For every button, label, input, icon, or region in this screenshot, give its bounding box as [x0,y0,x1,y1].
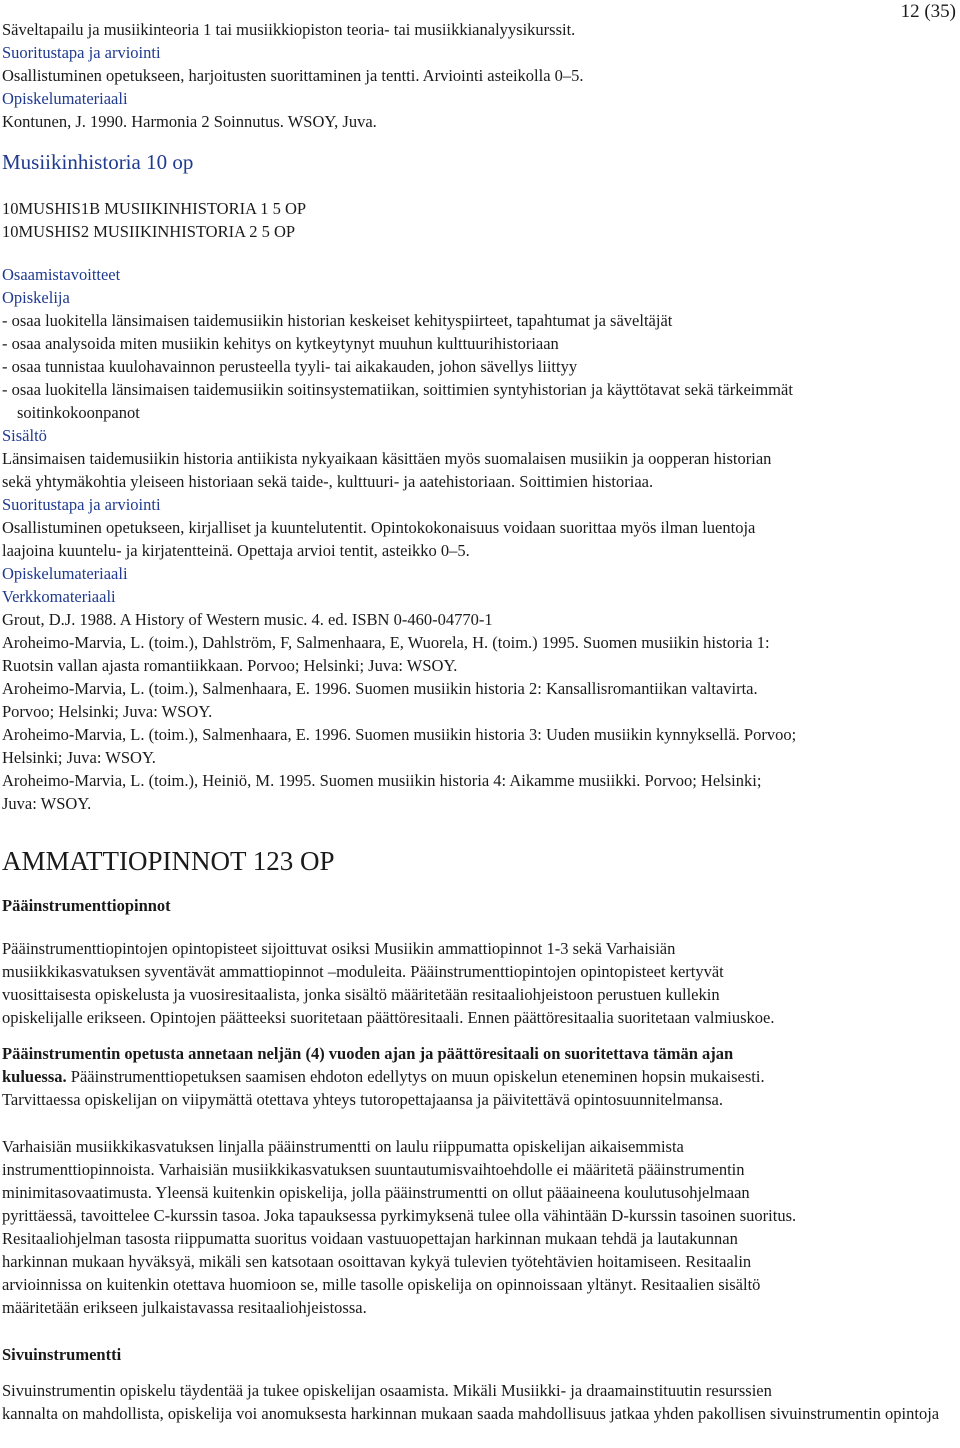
paragraph-line: Resitaaliohjelman tasosta riippumatta suoritus voidaan vastuuopettajan harkinnan mukaan tehdä ja lautakunnan [2,1229,738,1248]
course-code: 10MUSHIS2 MUSIIKINHISTORIA 2 5 OP [2,222,296,241]
main-instrument-heading: Pääinstrumenttiopinnot [2,896,171,915]
paragraph-line: Tarvittaessa opiskelijan on viipymättä otettava yhteys tutoropettajaansa ja päivitettävä opintosuunnitelmansa. [2,1090,723,1109]
paragraph-line: instrumenttiopinnoista. Varhaisiän musiikkikasvatuksen suuntautumisvaihtoehdolle ei määritetä pääinstrumentin [2,1160,745,1179]
page-content [2,18,958,1425]
objectives-heading: Osaamistavoitteet [2,265,121,284]
page-number: 12 (35) [900,1,956,22]
objective-item: - osaa tunnistaa kuulohavainnon perusteella tyyli- tai aikakauden, johon sävellys liittyy [2,357,578,376]
content-line: sekä yhtymäkohtia yleiseen historiaan sekä taide-, kulttuuri- ja aatehistoriaan. Soittimien historiaa. [2,472,654,491]
prev-assessment-heading: Suoritustapa ja arviointi [2,43,161,62]
assessment-line: laajoina kuuntelu- ja kirjatentteinä. Opettaja arvioi tentit, asteikko 0–5. [2,541,470,560]
reference-line: Aroheimo-Marvia, L. (toim.), Heiniö, M. 1995. Suomen musiikin historia 4: Aikamme musiikki. Porvoo; Helsinki; [2,771,762,790]
reference-line: Juva: WSOY. [2,794,92,813]
content-line: Länsimaisen taidemusiikin historia antiikista nykyaikaan käsittäen myös suomalaisen musiikin ja oopperan historian [2,449,772,468]
objective-item: - osaa luokitella länsimaisen taidemusiikin historian keskeiset kehityspiirteet, tapahtumat ja säveltäjät [2,311,673,330]
paragraph-line: määritetään erikseen julkaistavassa resitaaliohjeistossa. [2,1298,367,1317]
paragraph-line: opiskelijalle erikseen. Opintojen päätteeksi suoritetaan päättöresitaali. Ennen päättöresitaalia suoritetaan valmiuskoe. [2,1008,775,1027]
paragraph-line: arvioinnissa on kuitenkin otettava huomioon se, mille tasolle opiskelija on opinnoissaan yltänyt. Resitaalien sisältö [2,1275,761,1294]
reference-line: Porvoo; Helsinki; Juva: WSOY. [2,702,213,721]
course-code: 10MUSHIS1B MUSIIKINHISTORIA 1 5 OP [2,199,307,218]
reference-line: Ruotsin vallan ajasta romantiikkaan. Porvoo; Helsinki; Juva: WSOY. [2,656,458,675]
student-label: Opiskelija [2,288,70,307]
paragraph-bold-line: Pääinstrumentin opetusta annetaan neljän (4) vuoden ajan ja päättöresitaali on suoritettava tämän ajan [2,1044,734,1063]
prev-course-prereq: Säveltapailu ja musiikinteoria 1 tai musiikkiopiston teoria- tai musiikkianalyysikurssit. [2,20,576,39]
content-heading: Sisältö [2,426,47,445]
paragraph-mixed-line [2,1065,958,1088]
paragraph-line: vuosittaisesta opiskelusta ja vuosiresitaalista, jonka sisältö määritetään resitaaliohjeistoon perustuen kullekin [2,985,720,1004]
paragraph-line: Pääinstrumenttiopintojen opintopisteet sijoittuvat osiksi Musiikin ammattiopinnot 1-3 sekä Varhaisiän [2,939,676,958]
paragraph-line: Sivuinstrumentin opiskelu täydentää ja tukee opiskelijan osaamista. Mikäli Musiikki- ja draamainstituutin resurssien [2,1381,772,1400]
prev-assessment-text: Osallistuminen opetukseen, harjoitusten suorittaminen ja tentti. Arviointi asteikolla 0–5. [2,66,584,85]
music-history-title: Musiikinhistoria 10 op [2,150,194,174]
paragraph-line: minimitasovaatimusta. Yleensä kuitenkin opiskelija, jolla pääinstrumentti on ollut pääaineena koulutusohjelmaan [2,1183,750,1202]
reference-line: Aroheimo-Marvia, L. (toim.), Salmenhaara, E. 1996. Suomen musiikin historia 3: Uuden musiikin kynnyksellä. Porvoo; [2,725,797,744]
vocational-studies-title: AMMATTIOPINNOT 123 OP [2,846,335,876]
materials-heading: Opiskelumateriaali [2,564,128,583]
paragraph-fragment: Pääinstrumenttiopetuksen saamisen ehdoton edellytys on muun opiskelun eteneminen hopsin mukaisesti. [66,1067,765,1086]
paragraph-line: harkinnan mukaan hyväksyä, mikäli sen katsotaan osoittavan kykyä tulevien työtehtävien hoitamiseen. Resitaalin [2,1252,752,1271]
reference-line: Helsinki; Juva: WSOY. [2,748,156,767]
paragraph-line: kannalta on mahdollista, opiskelija voi anomuksesta harkinnan mukaan saada mahdollisuus jatkaa yhden pakollisen sivuinstrumentin opintoja [2,1404,940,1423]
prev-materials-heading: Opiskelumateriaali [2,89,128,108]
objective-item: - osaa analysoida miten musiikin kehitys on kytkeytynyt muuhun kulttuurihistoriaan [2,334,559,353]
objective-item: - osaa luokitella länsimaisen taidemusiikin soitinsystematiikan, soittimien syntyhistorian ja käyttötavat sekä tärkeimmät [2,380,793,399]
paragraph-line: musiikkikasvatuksen syventävät ammattiopinnot –moduleita. Pääinstrumenttiopintojen opintopisteet kertyvät [2,962,724,981]
secondary-instrument-heading: Sivuinstrumentti [2,1345,122,1364]
objective-item-continuation: soitinkokoonpanot [17,403,140,422]
assessment-line: Osallistuminen opetukseen, kirjalliset ja kuuntelutentit. Opintokokonaisuus voidaan suorittaa myös ilman luentoja [2,518,756,537]
reference-line: Aroheimo-Marvia, L. (toim.), Dahlström, F, Salmenhaara, E, Wuorela, H. (toim.) 1995. Suomen musiikin historia 1: [2,633,770,652]
paragraph-bold-fragment: kuluessa. [2,1067,67,1086]
paragraph-line: Varhaisiän musiikkikasvatuksen linjalla pääinstrumentti on laulu riippumatta opiskelijan aikaisemmista [2,1137,684,1156]
paragraph-line: pyrittäessä, tavoittelee C-kurssin tasoa. Joka tapauksessa pyrkimyksenä tulee olla vähintään D-kurssin tasoinen suoritus. [2,1206,797,1225]
prev-materials-text: Kontunen, J. 1990. Harmonia 2 Soinnutus. WSOY, Juva. [2,112,377,131]
reference-line: Aroheimo-Marvia, L. (toim.), Salmenhaara, E. 1996. Suomen musiikin historia 2: Kansallisromantiikan valtavirta. [2,679,758,698]
reference-line: Grout, D.J. 1988. A History of Western music. 4. ed. ISBN 0-460-04770-1 [2,610,493,629]
online-materials-label: Verkkomateriaali [2,587,116,606]
assessment-heading: Suoritustapa ja arviointi [2,495,161,514]
